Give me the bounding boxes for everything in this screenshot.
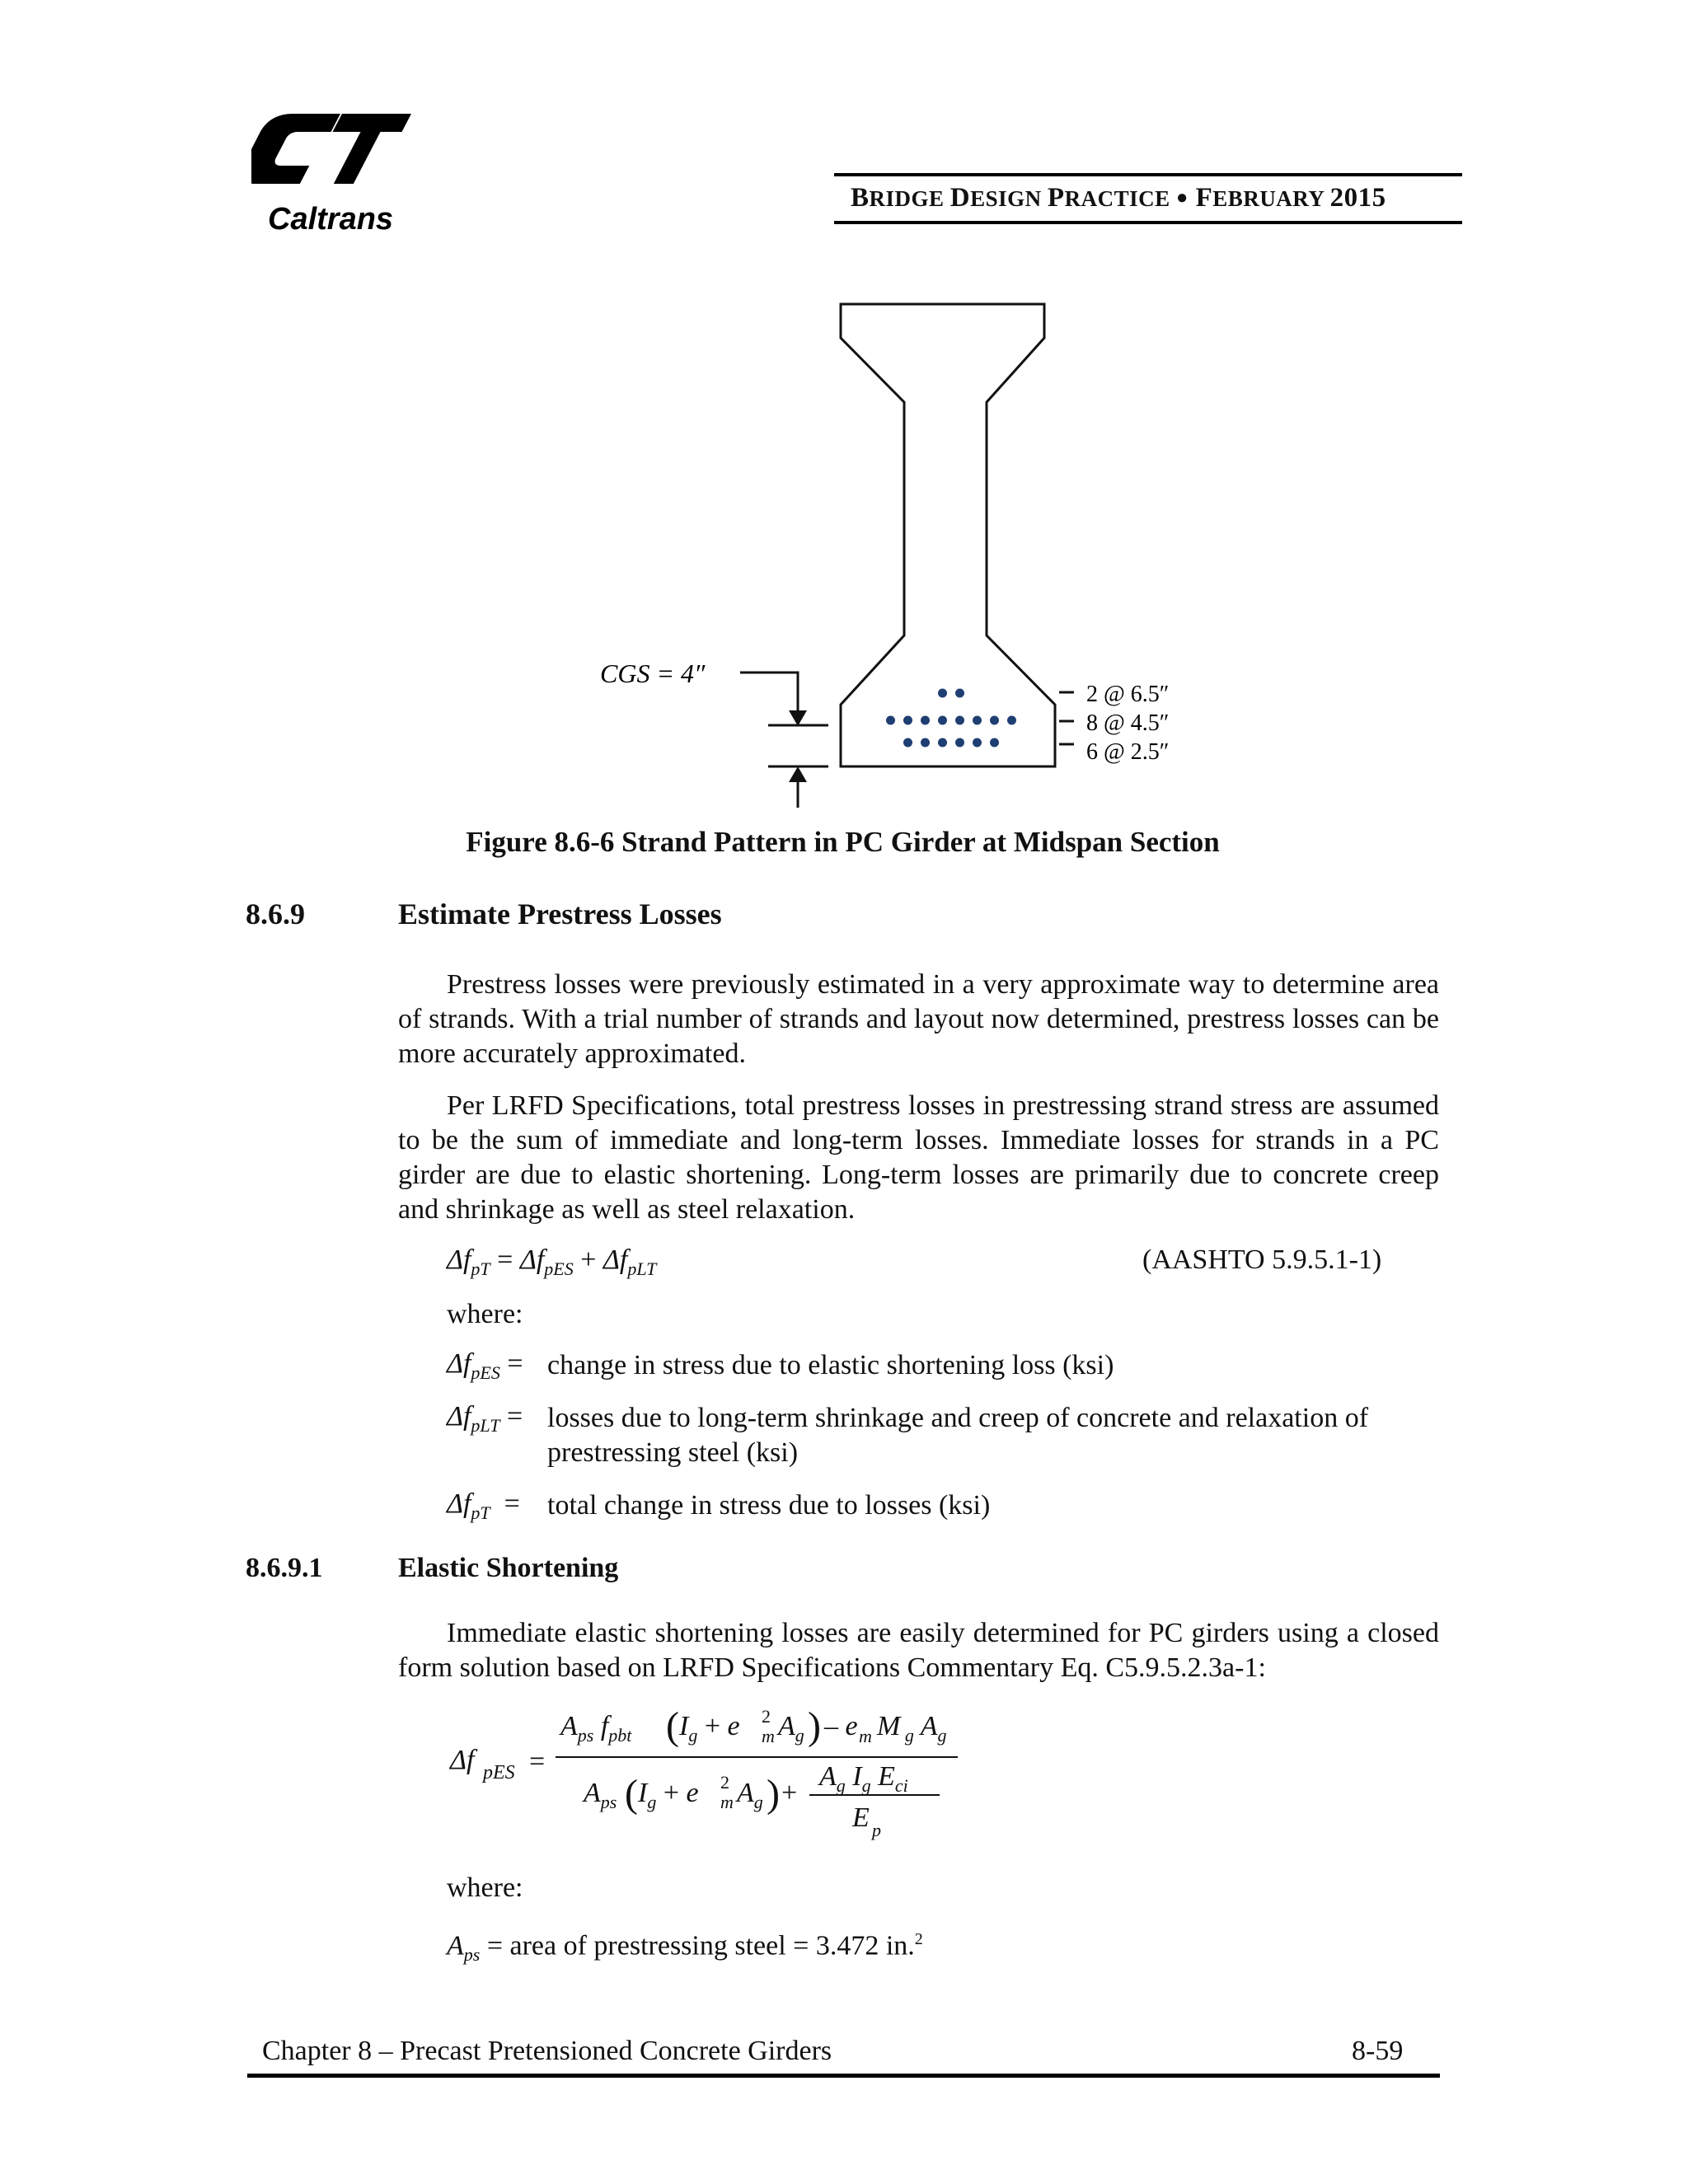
header-bullet: ● — [1175, 187, 1189, 209]
svg-text:+: + — [781, 1778, 798, 1808]
paragraph-2: Per LRFD Specifications, total prestress losses in prestressing strand stress are assumed to be the sum of immediate and long-term losses. Immediate losses for strands in a PC girder are due to elastic shortening. Long-term losses are primarily due to concrete creep and shrinkage as well as steel relaxation. — [398, 1090, 1439, 1225]
strand-dot — [973, 738, 982, 748]
where-label-1: where: — [447, 1299, 523, 1329]
header-title — [851, 183, 1386, 213]
svg-text:2: 2 — [762, 1706, 771, 1727]
svg-text:=: = — [529, 1746, 546, 1777]
def-text-pes: change in stress due to elastic shortening loss (ksi) — [547, 1350, 1114, 1380]
svg-text:Ag: $A_g$ — [778, 1711, 804, 1746]
header-year: 2015 — [1329, 183, 1386, 213]
def-symbol-plt: $\Delta f_{pLT}$ = — [447, 1401, 523, 1436]
strand-row-label-1: 2 @ 6.5″ — [1086, 682, 1170, 707]
elastic-shortening-formula — [445, 1698, 1006, 1854]
subsection-number: 8.6.9.1 — [246, 1553, 323, 1583]
equation-total-loss: $\Delta f_{pT} = \Delta f_{pES} + \Delta f_{pLT}$ — [447, 1244, 657, 1279]
svg-text:(: ( — [625, 1772, 638, 1816]
header-month: EBRUARY — [1212, 186, 1330, 211]
footer-chapter: Chapter 8 – Precast Pretensioned Concrete Girders — [262, 2036, 832, 2066]
svg-text:Ag: $A_g$ — [737, 1778, 763, 1812]
svg-text:E: E — [852, 1802, 870, 1833]
eq-lhs: $\Delta f_{pT}$ — [447, 1244, 490, 1279]
svg-text:m: m — [762, 1726, 775, 1746]
strand-dot — [886, 716, 895, 725]
footer-rule — [247, 2074, 1440, 2078]
equation-reference: (AASHTO 5.9.5.1-1) — [1142, 1244, 1382, 1275]
svg-text:m: m — [720, 1792, 734, 1812]
strand-dot — [921, 716, 930, 725]
header-word-bridge: RIDGE — [869, 186, 950, 211]
header-word-bridge-cap: B — [851, 183, 870, 213]
header-word-design-cap: D — [950, 183, 971, 213]
cgs-leader-line — [740, 673, 798, 717]
logo-c-shape — [251, 114, 340, 184]
svg-text:Ag Ig Eci: $A_g$ $I_g$ $E_{ci}$ — [819, 1761, 908, 1796]
footer-page-number: 8-59 — [1352, 2036, 1404, 2066]
where-label-2: where: — [447, 1872, 523, 1903]
strand-dot — [938, 689, 947, 698]
strand-dot — [973, 716, 982, 725]
cgs-label: CGS = 4″ — [600, 658, 706, 688]
paragraph-1: Prestress losses were previously estimated in a very approximate way to determine area of strands. With a trial number of strands and layout now determined, prestress losses can be more accurately approximated. — [398, 969, 1439, 1069]
svg-text:Aps fpbt: $A_{ps}$ $f_{pbt}$ — [560, 1711, 632, 1746]
logo-wordmark: Caltrans — [268, 202, 394, 237]
svg-text:– e: – e — [824, 1711, 858, 1741]
header-word-practice: RACTICE — [1064, 186, 1176, 211]
svg-text:(: ( — [666, 1704, 679, 1748]
strand-dot — [938, 716, 947, 725]
svg-text:M g Ag: M $_g$ $A_g$ — [877, 1711, 947, 1746]
svg-text:m: m — [859, 1726, 872, 1746]
strand-dot — [938, 738, 947, 748]
def-symbol-pt: $\Delta f_{pT}$ = — [447, 1488, 520, 1523]
paragraph-3: Immediate elastic shortening losses are easily determined for PC girders using a closed form solution based on LRFD Specifications Commentary Eq. C5.9.5.2.3a-1: — [398, 1618, 1439, 1683]
svg-text:): ) — [808, 1704, 821, 1748]
strand-dot — [955, 738, 964, 748]
strand-dot — [990, 716, 999, 725]
cgs-arrow-up-head — [789, 766, 807, 782]
cgs-arrow-down-head — [789, 710, 807, 726]
strand-dot — [955, 689, 964, 698]
strand-dot — [903, 738, 912, 748]
def-symbol-pes: $\Delta f_{pES}$ = — [447, 1348, 523, 1383]
girder-section-figure — [577, 293, 1236, 820]
def-text-plt: losses due to long-term shrinkage and creep of concrete and relaxation of prestressing steel (ksi) — [547, 1403, 1369, 1468]
svg-text:Aps: $A_{ps}$ — [584, 1778, 617, 1812]
header-rule-bottom — [834, 221, 1462, 224]
section-number: 8.6.9 — [246, 898, 305, 930]
svg-text:): ) — [767, 1772, 780, 1816]
aps-definition: $A_{ps}$ = area of prestressing steel = 3.472 in.$^2$ — [447, 1930, 923, 1966]
svg-text:Ig + e: $I_g + e$ — [638, 1778, 699, 1812]
section-title: Estimate Prestress Losses — [398, 898, 722, 930]
strand-dot — [903, 716, 912, 725]
svg-text:2: 2 — [720, 1772, 729, 1793]
def-text-pt: total change in stress due to losses (ksi) — [547, 1490, 991, 1521]
header-word-design: ESIGN — [970, 186, 1048, 211]
strand-row-label-2: 8 @ 4.5″ — [1086, 710, 1170, 736]
strand-dot — [990, 738, 999, 748]
svg-text:pES: pES — [483, 1762, 515, 1783]
header-rule-top — [834, 173, 1462, 176]
strand-dot — [921, 738, 930, 748]
strand-dot — [955, 716, 964, 725]
subsection-title: Elastic Shortening — [398, 1553, 619, 1583]
header-month-cap: F — [1195, 183, 1213, 213]
svg-text:Ig + e: $I_g + e$ — [679, 1711, 740, 1746]
svg-text:p: p — [872, 1820, 881, 1840]
figure-caption: Figure 8.6-6 Strand Pattern in PC Girder at Midspan Section — [466, 826, 1220, 858]
header-word-practice-cap: P — [1047, 183, 1065, 213]
strand-dot — [1007, 716, 1016, 725]
strand-group — [886, 689, 1016, 748]
girder-outline — [841, 304, 1055, 766]
svg-text:Δf: Δf — [450, 1745, 475, 1775]
caltrans-logo — [251, 107, 416, 239]
strand-row-label-3: 6 @ 2.5″ — [1086, 739, 1170, 765]
